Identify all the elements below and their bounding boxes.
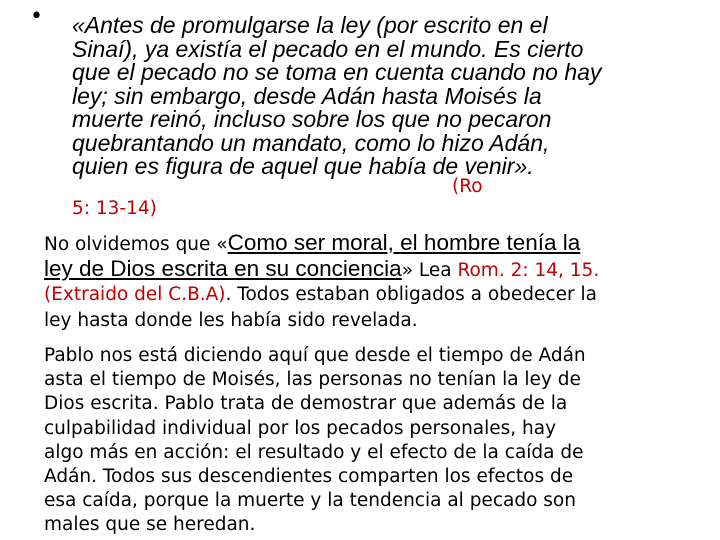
olvidemos-line4-text: ley hasta donde les había sido revelada. xyxy=(44,310,418,331)
bible-reference-part1: (Ro xyxy=(452,176,483,197)
source-reference: (Extraido del C.B.A) xyxy=(44,284,226,305)
olvidemos-line-3 xyxy=(44,284,597,305)
olvidemos-rest: . Todos estaban obligados a obedecer la xyxy=(225,284,597,305)
pablo-paragraph: Pablo nos está diciendo aquí que desde el tiempo de Adán asta el tiempo de Moisés, las personas no tenían la ley de Dios escrita. Pablo trata de demostrar que además de la culpabilidad individual por los pecados personales, hay algo más en acción: el resultado y el efecto de la caída de Adán. Todos sus descendientes comparten los efectos de esa caída, porque la muerte y la tendencia al pecado son males que se heredan. xyxy=(44,345,586,536)
olvidemos-line-1 xyxy=(44,230,580,256)
olvidemos-line-2 xyxy=(44,256,599,282)
olvidemos-intro: No olvidemos que « xyxy=(44,234,228,255)
olvidemos-line-4 xyxy=(44,310,418,331)
olvidemos-close: » Lea xyxy=(401,260,458,281)
bible-quote: «Antes de promulgarse la ley (por escrito en el Sinaí), ya existía el pecado en el mundo. Es cierto que el pecado no se toma en cuenta cuando no hay ley; sin embargo, desde Adán hasta Moisés la muerte reinó, incluso sobre los que no pecaron quebrantando un mandato, como lo hizo Adán, quien es figura de aquel que había de venir». xyxy=(72,12,602,179)
moral-quote-line1: Como ser moral, el hombre tenía la xyxy=(227,230,581,255)
rom-reference: Rom. 2: 14, 15. xyxy=(457,260,600,281)
bullet-marker: • xyxy=(30,4,43,29)
bible-reference-part2: 5: 13-14) xyxy=(72,198,157,219)
moral-quote-line2: ley de Dios escrita en su conciencia xyxy=(44,256,402,281)
